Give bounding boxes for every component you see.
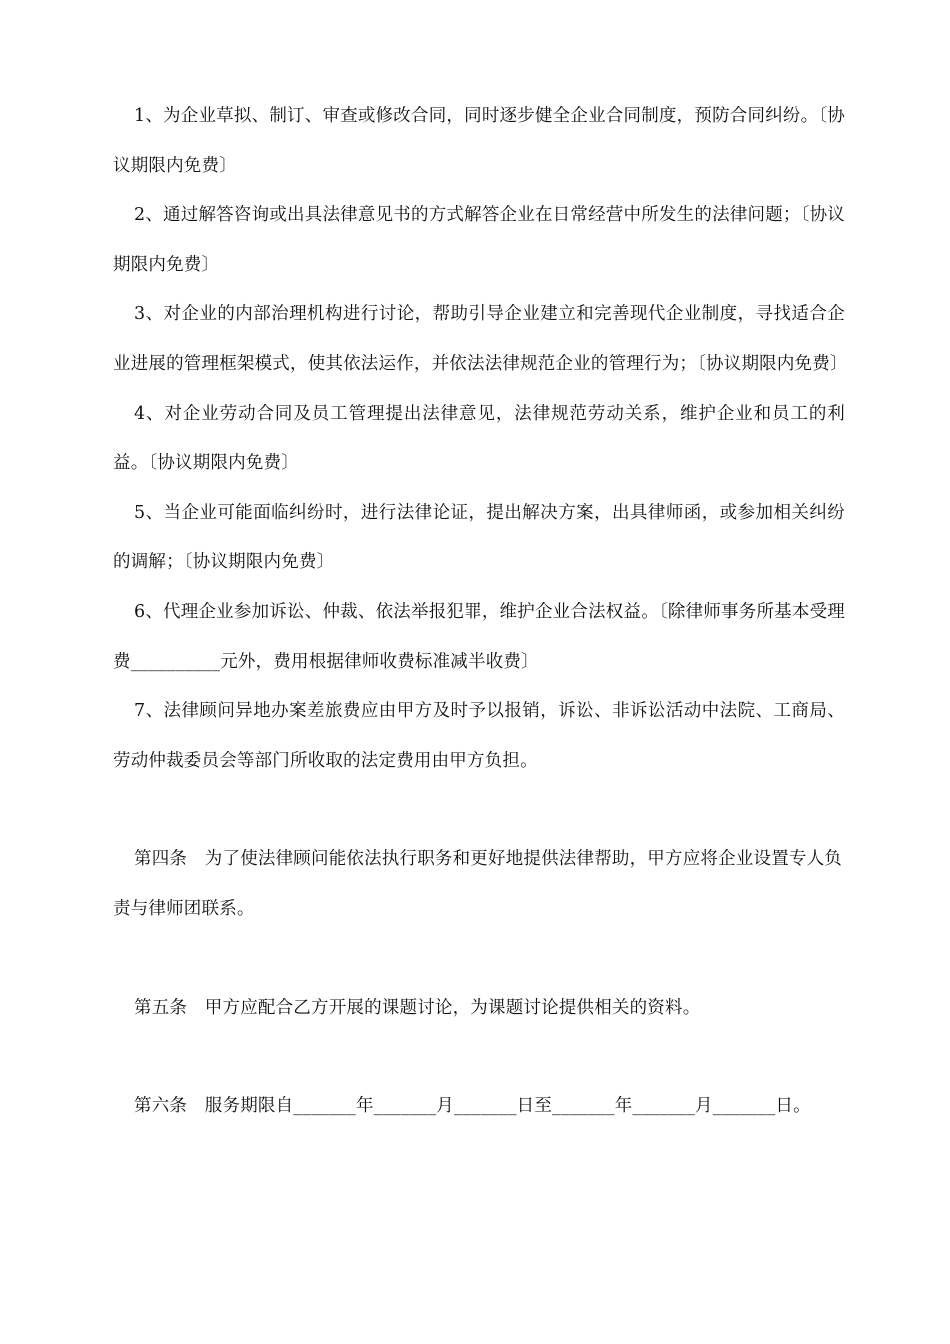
blank-line (113, 786, 845, 835)
service-item-5: 5、当企业可能面临纠纷时，进行法律论证，提出解决方案，出具律师函，或参加相关纠纷的调解；〔协议期限内免费〕 (113, 502, 845, 573)
service-item-2: 2、通过解答咨询或出具法律意见书的方式解答企业在日常经营中所发生的法律问题；〔协议期限内免费〕 (113, 205, 845, 275)
service-item-7: 7、法律顾问异地办案差旅费应由甲方及时予以报销，诉讼、非诉讼活动中法院、工商局、劳动仲裁委员会等部门所收取的法定费用由甲方负担。 (113, 701, 845, 771)
blank-line (113, 1033, 845, 1082)
service-item-3: 3、对企业的内部治理机构进行讨论，帮助引导企业建立和完善现代企业制度，寻找适合企业进展的管理框架模式，使其依法运作，并依法法律规范企业的管理行为；〔协议期限内免费〕 (113, 304, 848, 374)
service-item-4: 4、对企业劳动合同及员工管理提出法律意见，法律规范劳动关系，维护企业和员工的利益。〔协议期限内免费〕 (113, 403, 845, 474)
article-6: 第六条 服务期限自_______年_______月_______日至_______年_______月_______日。 (134, 1096, 811, 1117)
document-page (113, 92, 848, 1132)
service-item-6: 6、代理企业参加诉讼、仲裁、依法举报犯罪，维护企业合法权益。〔除律师事务所基本受理费__________元外，费用根据律师收费标准减半收费〕 (113, 601, 845, 672)
article-4: 第四条 为了使法律顾问能依法执行职务和更好地提供法律帮助，甲方应将企业设置专人负责与律师团联系。 (113, 849, 842, 919)
blank-line (113, 935, 845, 984)
service-item-1: 1、为企业草拟、制订、审查或修改合同，同时逐步健全企业合同制度，预防合同纠纷。〔协议期限内免费〕 (113, 106, 845, 176)
article-5: 第五条 甲方应配合乙方开展的课题讨论，为课题讨论提供相关的资料。 (134, 997, 701, 1018)
